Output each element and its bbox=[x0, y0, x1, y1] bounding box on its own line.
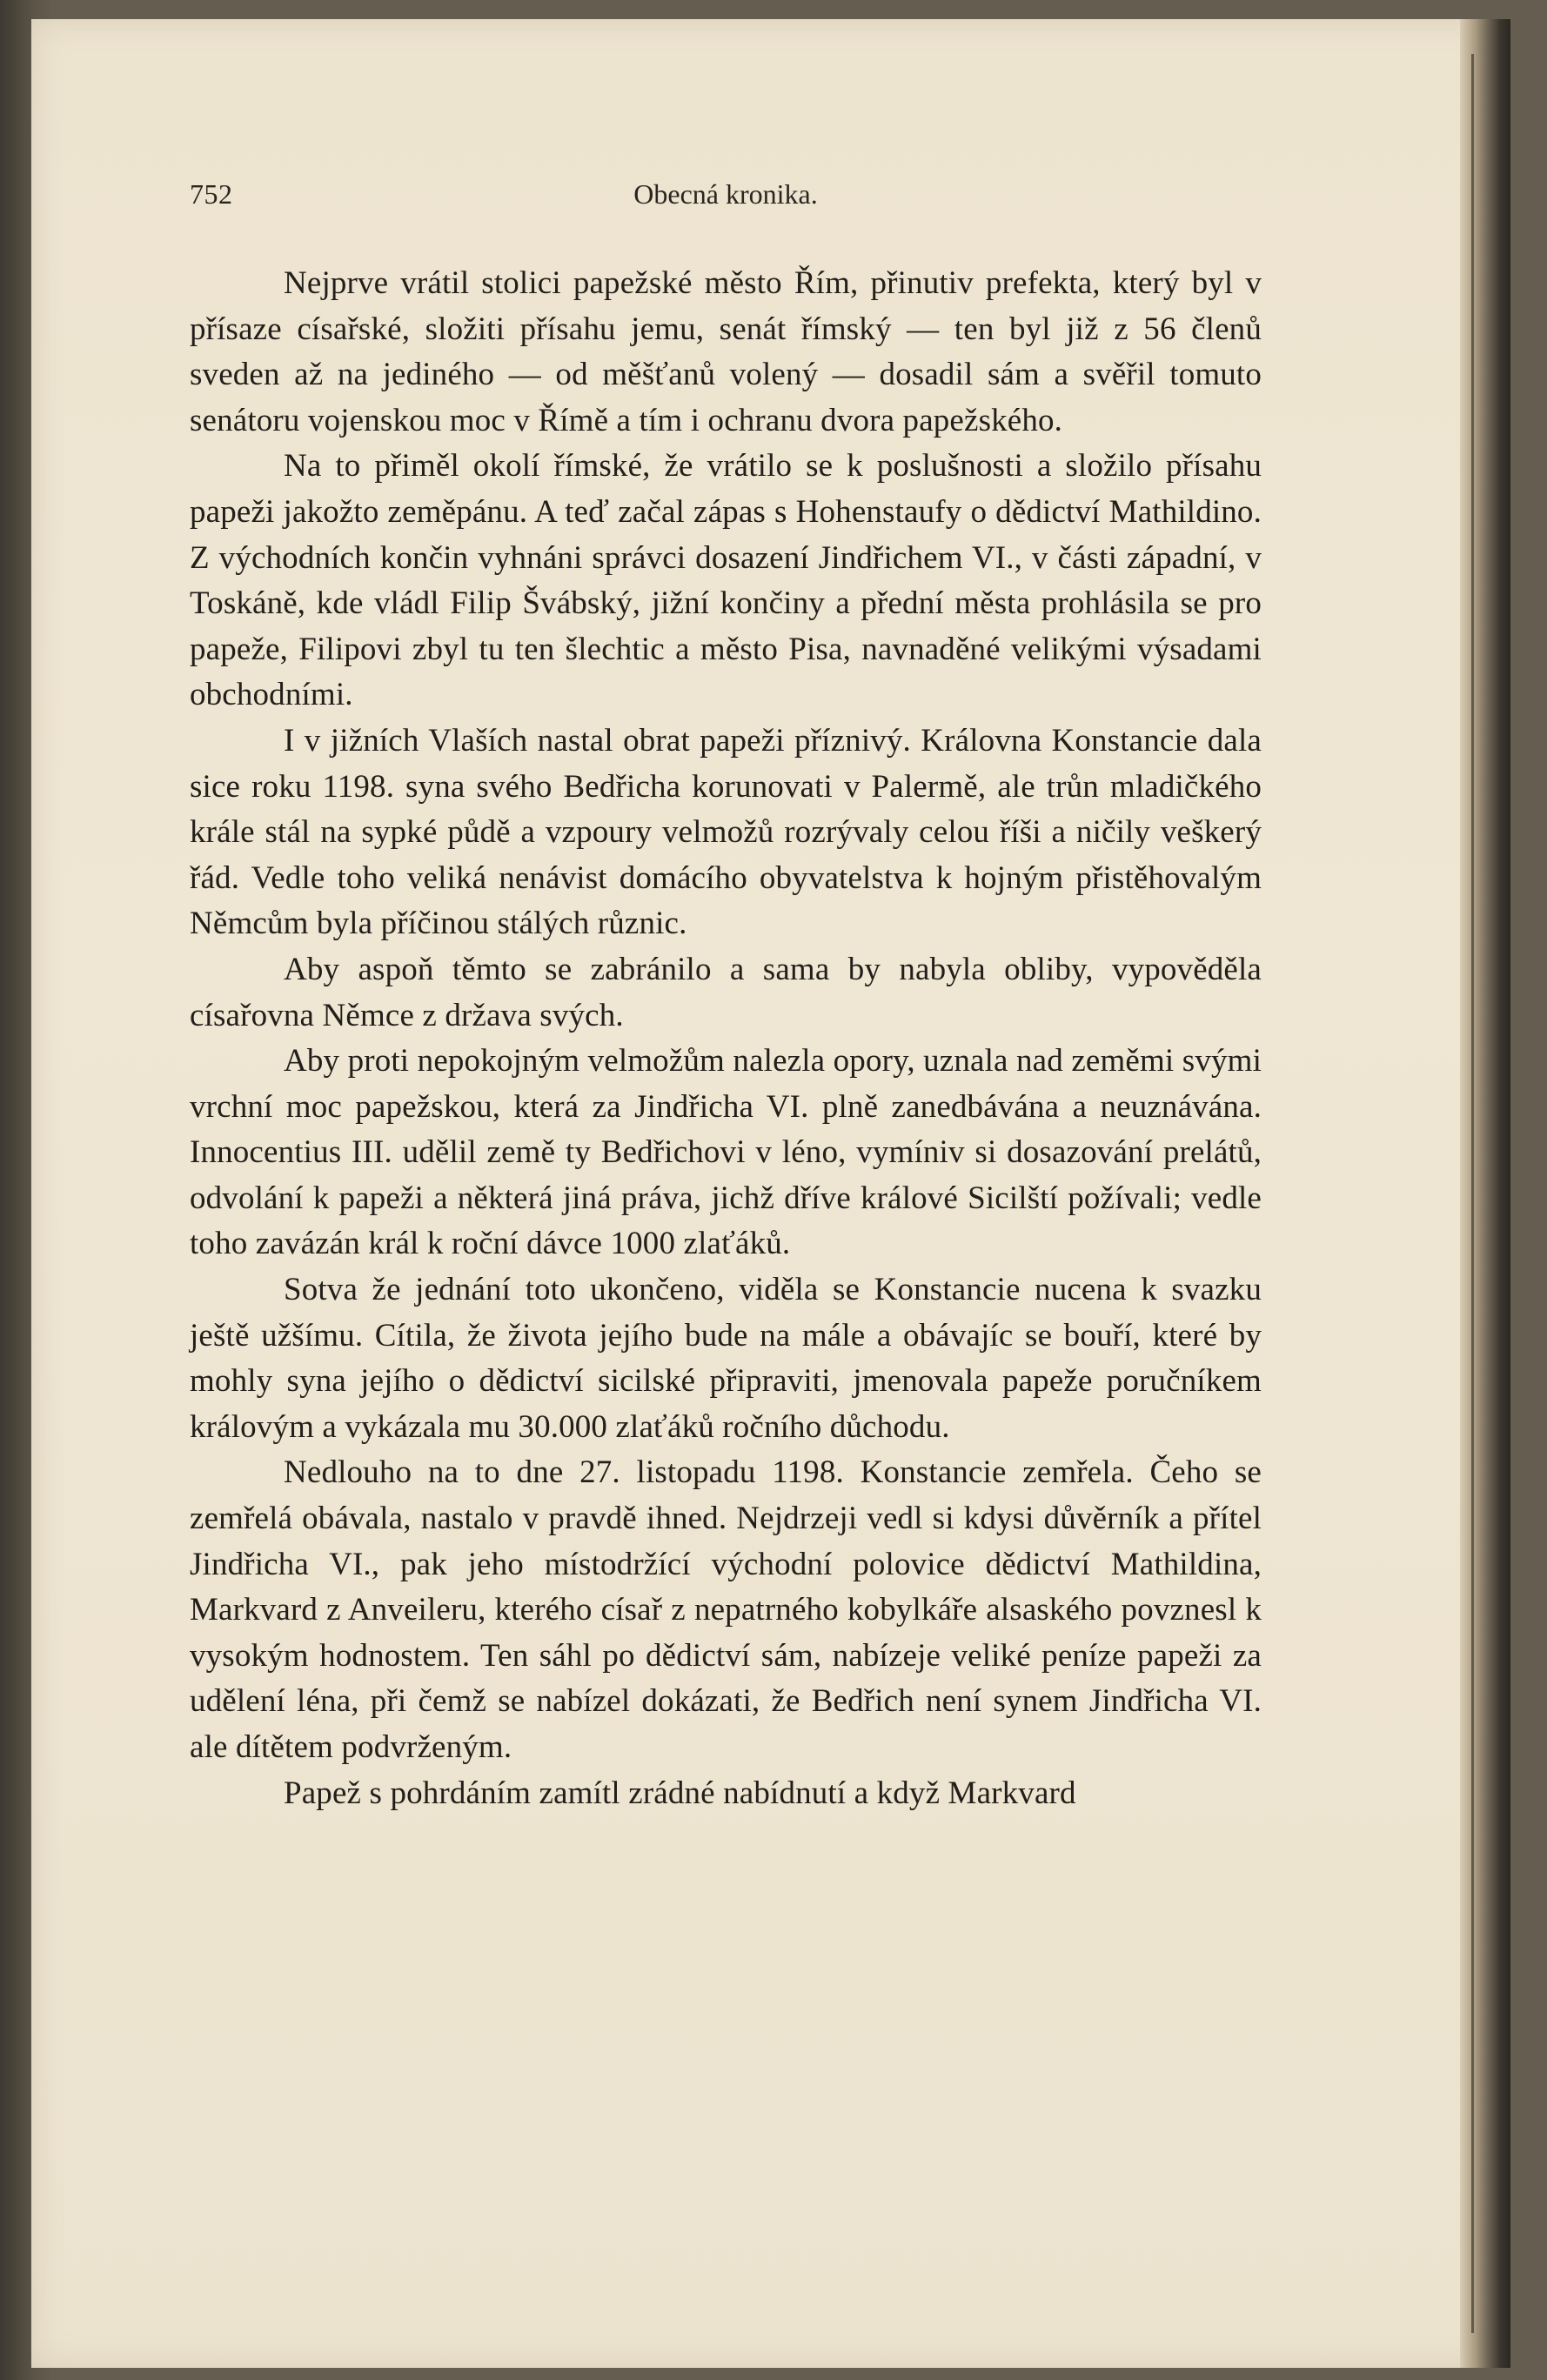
paragraph: Na to přiměl okolí římské, že vrátilo se k poslušnosti a složilo přísahu papeži jakožto zeměpánu. A teď začal zápas s Hohenstaufy o dědictví Mathildino. Z východních končin vyhnáni správci dosazení Jindřichem VI., v části západní, v Toskáně, kde vládl Filip Švábský, jižní končiny a přední města prohlásila se pro papeže, Filipovi zbyl tu ten šlechtic a město Pisa, navnaděné velikými výsadami obchodními. bbox=[190, 448, 1262, 713]
book-spine-edge bbox=[1471, 54, 1474, 2333]
book-spine-shadow bbox=[1460, 19, 1510, 2368]
page-number: 752 bbox=[190, 178, 233, 210]
paragraph: I v jižních Vlaších nastal obrat papeži příznivý. Královna Konstancie dala sice roku 1198. syna svého Bedřicha korunovati v Palermě, ale trůn mladičkého krále stál na sypké půdě a vzpoury velmožů rozrývaly celou říši a ničily veškerý řád. Vedle toho veliká nenávist domácího obyvatelstva k hojným přistěhovalým Němcům byla příčinou stálých různic. bbox=[190, 722, 1262, 942]
paragraph: Aby aspoň těmto se zabránilo a sama by nabyla obliby, vypověděla císařovna Němce z država svých. bbox=[190, 951, 1262, 1033]
running-title: Obecná kronika. bbox=[633, 178, 818, 210]
paragraph: Nejprve vrátil stolici papežské město Řím, přinutiv prefekta, který byl v přísaze císařské, složiti přísahu jemu, senát římský — ten byl již z 56 členů sveden až na jediného — od měšťanů volený — dosadil sám a svěřil tomuto senátoru vojenskou moc v Římě a tím i ochranu dvora papežského. bbox=[190, 265, 1262, 438]
paragraph: Papež s pohrdáním zamítl zrádné nabídnutí a když Markvard bbox=[284, 1775, 1076, 1811]
running-header bbox=[190, 178, 1262, 213]
paragraph: Aby proti nepokojným velmožům nalezla opory, uznala nad zeměmi svými vrchní moc papežskou, která za Jindřicha VI. plně zanedbávána a neuznávána. Innocentius III. udělil země ty Bedřichovi v léno, vymíniv si dosazování prelátů, odvolání k papeži a některá jiná práva, jichž dříve králové Sicilští požívali; vedle toho zavázán král k roční dávce 1000 zlaťáků. bbox=[190, 1043, 1262, 1262]
paragraph: Sotva že jednání toto ukončeno, viděla se Konstancie nucena k svazku ještě užšímu. Cítila, že života jejího bude na mále a obávajíc se bouří, které by mohly syna jejího o dědictví sicilské připraviti, jmenovala papeže poručníkem královým a vykázala mu 30.000 zlaťáků ročního důchodu. bbox=[190, 1272, 1262, 1445]
paragraph: Nedlouho na to dne 27. listopadu 1198. Konstancie zemřela. Čeho se zemřelá obávala, nastalo v pravdě ihned. Nejdrzeji vedl si kdysi důvěrník a přítel Jindřicha VI., pak jeho místodržící východní polovice dědictví Mathildina, Markvard z Anveileru, kterého císař z nepatrného kobylkáře alsaského povznesl k vysokým hodnostem. Ten sáhl po dědictví sám, nabízeje veliké peníze papeži za udělení léna, při čemž se nabízel dokázati, že Bedřich není synem Jindřicha VI. ale dítětem podvrženým. bbox=[190, 1454, 1262, 1765]
body-text bbox=[190, 261, 1262, 1816]
